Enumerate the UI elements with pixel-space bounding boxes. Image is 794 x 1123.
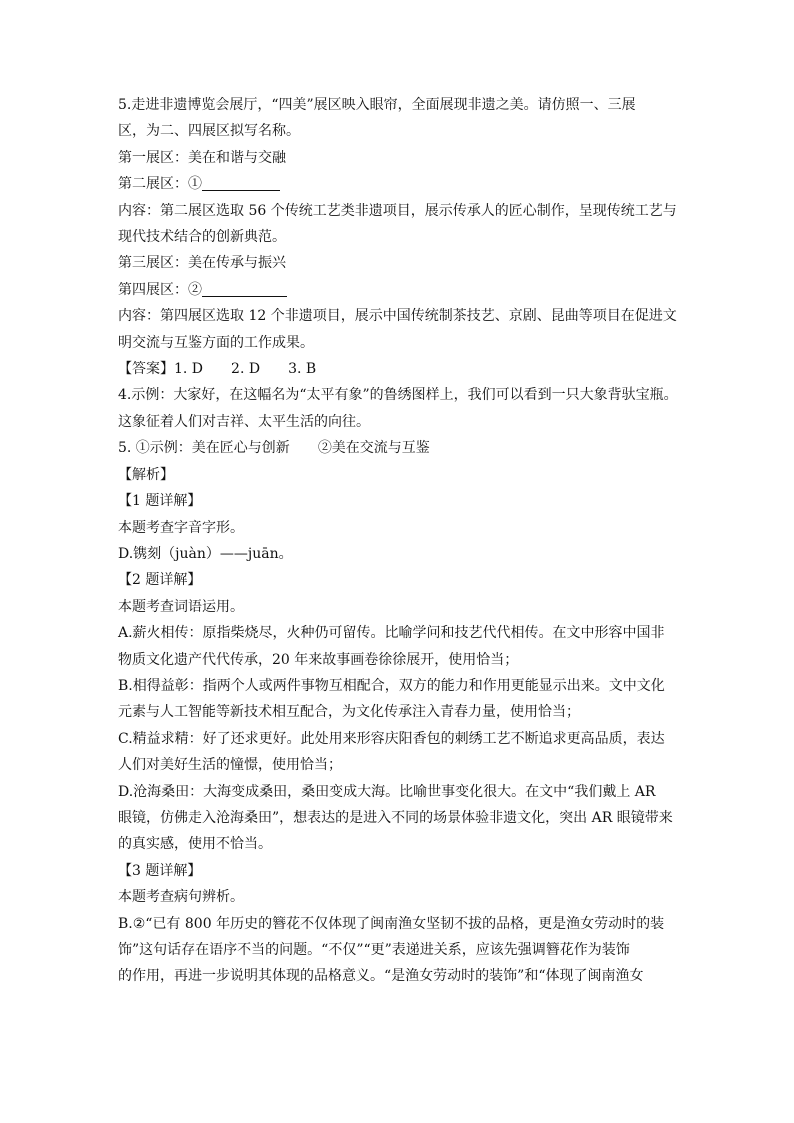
q2-option-d: 的真实感，使用不恰当。 [118, 836, 272, 853]
zone4-content-line: 内容：第四展区选取 12 个非遗项目，展示中国传统制茶技艺、京剧、昆曲等项目在促进文 [118, 308, 677, 325]
q3-option-b: 饰”这句话存在语序不当的问题。“不仅”“更”表递进关系，应该先强调簪花作为装饰 [118, 942, 630, 958]
analysis-header: 【解析】 [118, 466, 174, 483]
q3-option-b: B.②“已有 800 年历史的簪花不仅体现了闽南渔女坚韧不拔的品格，更是渔女劳动时的装 [118, 915, 665, 932]
q2-option-d: 眼镜，仿佛走入沧海桑田”，想表达的是进入不同的场景体验非遗文化，突出 AR 眼镜带来 [118, 809, 673, 826]
q2-option-d: D.沧海桑田：大海变成桑田，桑田变成大海。比喻世事变化很大。在文中“我们戴上 AR [118, 783, 656, 800]
zone2-title [118, 171, 678, 197]
q2-option-c: 人们对美好生活的憧憬，使用恰当； [118, 757, 342, 774]
document-page [118, 92, 678, 990]
q5-stem-line: 5.走进非遗博览会展厅，“四美”展区映入眼帘，全面展现非遗之美。请仿照一、三展 [118, 97, 636, 113]
zone4-label: 第四展区：② [118, 281, 202, 298]
answer-blank-2 [202, 280, 287, 297]
zone4-title [118, 277, 678, 303]
answer-4-line: 4.示例：大家好，在这幅名为“太平有象”的鲁绣图样上，我们可以看到一只大象背驮宝瓶。 [118, 387, 678, 404]
answer-5-part2: ②美在交流与互鉴 [317, 440, 430, 457]
answer-3: 3. B [288, 361, 317, 378]
q3-line: 本题考查病句辨析。 [118, 889, 244, 906]
q2-option-b: 元素与人工智能等新技术相互配合，为文化传承注入青春力量，使用恰当； [118, 704, 580, 721]
q2-header: 【2 题详解】 [118, 572, 202, 589]
q2-option-a: 物质文化遗产代代传承，20 年来故事画卷徐徐展开，使用恰当； [118, 651, 519, 668]
answer-2: 2. D [231, 361, 261, 378]
q2-option-b: B.相得益彰：指两个人或两件事物互相配合，双方的能力和作用更能显示出来。文中文化 [118, 677, 665, 694]
answer-line [118, 356, 678, 382]
answer-4-line: 这象征着人们对吉祥、太平生活的向往。 [118, 413, 370, 430]
answer-5-line [118, 435, 678, 461]
q2-option-a: A.薪火相传：原指柴烧尽，火种仍可留传。比喻学问和技艺代代相传。在文中形容中国非 [118, 625, 665, 642]
zone2-content-line: 内容：第二展区选取 56 个传统工艺类非遗项目，展示传承人的匠心制作，呈现传统工艺与 [118, 202, 677, 219]
zone3-title: 第三展区：美在传承与振兴 [118, 255, 286, 272]
q2-line: 本题考查词语运用。 [118, 598, 244, 615]
answer-5-part1: 5. ①示例：美在匠心与创新 [118, 440, 290, 457]
q5-stem-line: 区，为二、四展区拟写名称。 [118, 123, 300, 140]
q3-option-b: 的作用，再进一步说明其体现的品格意义。“是渔女劳动时的装饰”和“体现了闽南渔女 [118, 968, 644, 985]
q1-header: 【1 题详解】 [118, 493, 202, 510]
answer-1: 【答案】1. D [118, 361, 204, 378]
zone2-label: 第二展区：① [118, 176, 202, 193]
q1-line: D.镌刻（juàn）——juān。 [118, 545, 293, 562]
zone1-title: 第一展区：美在和谐与交融 [118, 149, 286, 166]
q1-line: 本题考查字音字形。 [118, 519, 244, 536]
q2-option-c: C.精益求精：好了还求更好。此处用来形容庆阳香包的刺绣工艺不断追求更高品质，表达 [118, 730, 665, 747]
q3-header: 【3 题详解】 [118, 862, 202, 879]
zone4-content-line: 明交流与互鉴方面的工作成果。 [118, 334, 314, 351]
zone2-content-line: 现代技术结合的创新典范。 [118, 229, 286, 246]
answer-blank-1 [202, 174, 280, 191]
